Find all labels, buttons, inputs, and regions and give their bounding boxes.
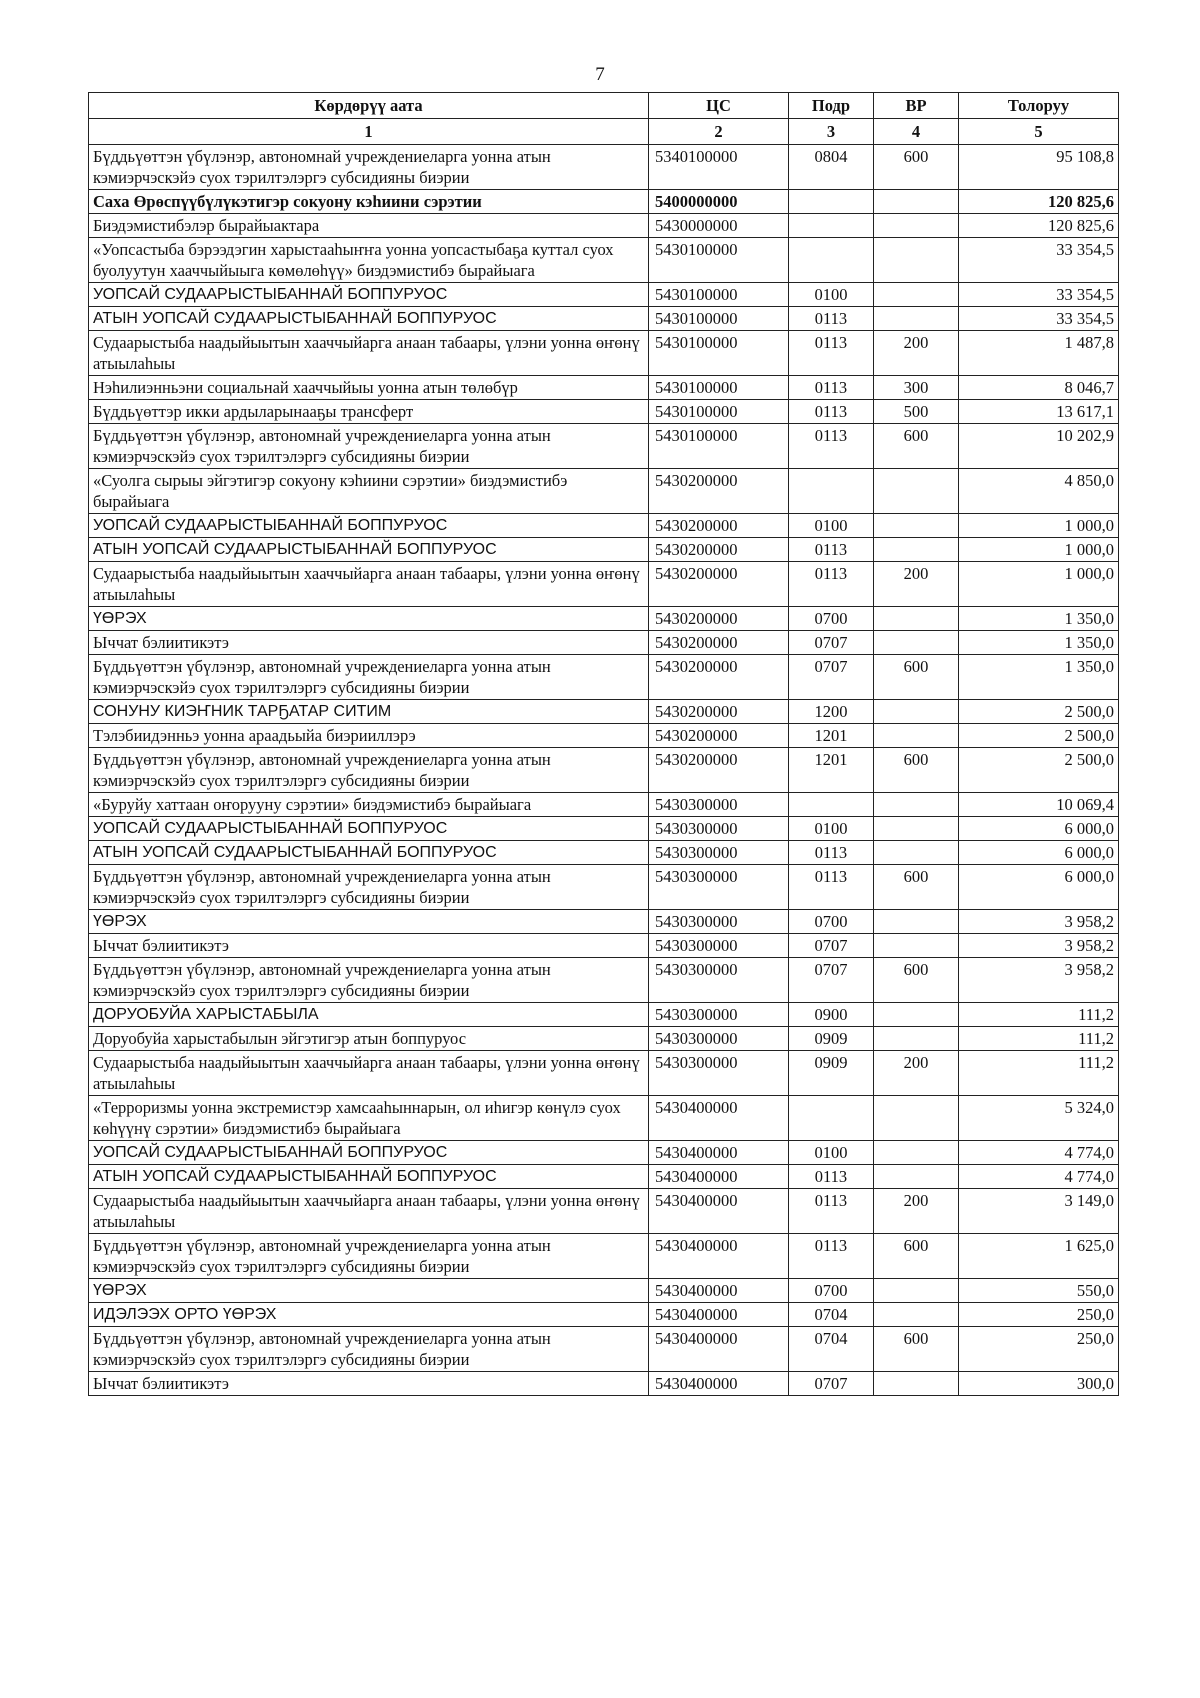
row-name-cell: Судаарыстыба наадыйыытын хааччыйарга анаан табаары, үлэни уонна өҥөнү атыылаһыы xyxy=(89,1189,649,1234)
row-name-cell: «Суолга сырыы эйгэтигэр сокуону кэһиини сэрэтии» биэдэмистибэ бырайыага xyxy=(89,469,649,514)
row-cs-cell: 5430100000 xyxy=(649,307,789,331)
row-cs-cell: 5430400000 xyxy=(649,1303,789,1327)
row-podr-cell: 0707 xyxy=(789,958,874,1003)
row-vr-cell xyxy=(874,817,959,841)
row-cs-cell: 5430300000 xyxy=(649,841,789,865)
row-vr-cell xyxy=(874,1141,959,1165)
row-name-cell: УОПСАЙ СУДААРЫСТЫБАННАЙ БОППУРУОС xyxy=(89,514,649,538)
header-cs: ЦС xyxy=(649,93,789,119)
row-vr-cell xyxy=(874,631,959,655)
row-vr-cell xyxy=(874,307,959,331)
row-name-cell: АТЫН УОПСАЙ СУДААРЫСТЫБАННАЙ БОППУРУОС xyxy=(89,841,649,865)
row-vr-cell: 600 xyxy=(874,1327,959,1372)
row-name-cell: ҮӨРЭХ xyxy=(89,607,649,631)
table-row xyxy=(89,631,1119,655)
row-cs-cell: 5430200000 xyxy=(649,700,789,724)
row-podr-cell: 0113 xyxy=(789,424,874,469)
row-cs-cell: 5430200000 xyxy=(649,562,789,607)
subheader-4: 4 xyxy=(874,119,959,145)
row-name-cell: Бүддьүөттэн үбүлэнэр, автономнай учреждениеларга уонна атын кэмиэрчэскэйэ суох тэрилтэлэргэ субсидияны биэрии xyxy=(89,145,649,190)
row-cs-cell: 5430200000 xyxy=(649,607,789,631)
row-podr-cell: 1201 xyxy=(789,748,874,793)
row-podr-cell: 0900 xyxy=(789,1003,874,1027)
row-sum-cell: 300,0 xyxy=(959,1372,1119,1396)
row-sum-cell: 10 202,9 xyxy=(959,424,1119,469)
row-podr-cell xyxy=(789,238,874,283)
row-name-cell: Бүддьүөттэр икки ардыларынааҕы трансферт xyxy=(89,400,649,424)
row-podr-cell: 0100 xyxy=(789,283,874,307)
row-sum-cell: 4 774,0 xyxy=(959,1141,1119,1165)
table-row xyxy=(89,283,1119,307)
table-row xyxy=(89,538,1119,562)
row-cs-cell: 5430100000 xyxy=(649,331,789,376)
row-podr-cell: 1201 xyxy=(789,724,874,748)
row-cs-cell: 5430400000 xyxy=(649,1327,789,1372)
table-row xyxy=(89,1303,1119,1327)
row-cs-cell: 5400000000 xyxy=(649,190,789,214)
row-vr-cell xyxy=(874,793,959,817)
table-row xyxy=(89,1372,1119,1396)
row-name-cell: УОПСАЙ СУДААРЫСТЫБАННАЙ БОППУРУОС xyxy=(89,817,649,841)
row-name-cell: Бүддьүөттэн үбүлэнэр, автономнай учреждениеларга уонна атын кэмиэрчэскэйэ суох тэрилтэлэргэ субсидияны биэрии xyxy=(89,1234,649,1279)
row-cs-cell: 5430200000 xyxy=(649,538,789,562)
row-vr-cell: 600 xyxy=(874,958,959,1003)
row-podr-cell: 0113 xyxy=(789,331,874,376)
row-podr-cell: 0100 xyxy=(789,514,874,538)
row-podr-cell: 0707 xyxy=(789,631,874,655)
row-cs-cell: 5430400000 xyxy=(649,1372,789,1396)
row-cs-cell: 5430300000 xyxy=(649,910,789,934)
row-podr-cell: 0700 xyxy=(789,910,874,934)
row-name-cell: Бүддьүөттэн үбүлэнэр, автономнай учреждениеларга уонна атын кэмиэрчэскэйэ суох тэрилтэлэргэ субсидияны биэрии xyxy=(89,958,649,1003)
row-name-cell: Судаарыстыба наадыйыытын хааччыйарга анаан табаары, үлэни уонна өҥөнү атыылаһыы xyxy=(89,331,649,376)
table-row xyxy=(89,514,1119,538)
header-row xyxy=(89,93,1119,119)
row-cs-cell: 5430400000 xyxy=(649,1165,789,1189)
row-cs-cell: 5430300000 xyxy=(649,1051,789,1096)
row-podr-cell: 1200 xyxy=(789,700,874,724)
table-row xyxy=(89,376,1119,400)
table-row xyxy=(89,238,1119,283)
table-row xyxy=(89,1279,1119,1303)
row-vr-cell: 300 xyxy=(874,376,959,400)
row-vr-cell: 600 xyxy=(874,424,959,469)
row-cs-cell: 5430300000 xyxy=(649,817,789,841)
table-row xyxy=(89,424,1119,469)
row-cs-cell: 5430100000 xyxy=(649,400,789,424)
row-vr-cell xyxy=(874,1003,959,1027)
row-vr-cell: 600 xyxy=(874,1234,959,1279)
row-sum-cell: 5 324,0 xyxy=(959,1096,1119,1141)
row-sum-cell: 1 350,0 xyxy=(959,607,1119,631)
row-sum-cell: 111,2 xyxy=(959,1027,1119,1051)
row-cs-cell: 5430200000 xyxy=(649,631,789,655)
row-name-cell: СОНУНУ КИЭҤНИК ТАРҔАТАР СИТИМ xyxy=(89,700,649,724)
row-vr-cell xyxy=(874,1027,959,1051)
row-podr-cell: 0700 xyxy=(789,607,874,631)
row-vr-cell: 500 xyxy=(874,400,959,424)
table-row xyxy=(89,190,1119,214)
row-sum-cell: 120 825,6 xyxy=(959,214,1119,238)
row-podr-cell: 0909 xyxy=(789,1027,874,1051)
row-podr-cell: 0113 xyxy=(789,1189,874,1234)
row-cs-cell: 5430100000 xyxy=(649,376,789,400)
row-sum-cell: 6 000,0 xyxy=(959,817,1119,841)
row-name-cell: Саха Өрөспүүбүлүкэтигэр сокуону кэһиини сэрэтии xyxy=(89,190,649,214)
row-vr-cell xyxy=(874,841,959,865)
row-name-cell: Судаарыстыба наадыйыытын хааччыйарга анаан табаары, үлэни уонна өҥөнү атыылаһыы xyxy=(89,562,649,607)
header-name: Көрдөрүү аата xyxy=(89,93,649,119)
row-vr-cell: 200 xyxy=(874,1189,959,1234)
table-row xyxy=(89,1327,1119,1372)
row-name-cell: Тэлэбиидэнньэ уонна араадьыйа биэрииллэрэ xyxy=(89,724,649,748)
row-podr-cell: 0704 xyxy=(789,1303,874,1327)
table-row xyxy=(89,331,1119,376)
row-cs-cell: 5430200000 xyxy=(649,514,789,538)
row-cs-cell: 5430200000 xyxy=(649,655,789,700)
row-name-cell: «Буруйу хаттаан оҥорууну сэрэтии» биэдэмистибэ бырайыага xyxy=(89,793,649,817)
row-vr-cell xyxy=(874,1372,959,1396)
row-podr-cell xyxy=(789,214,874,238)
row-podr-cell: 0113 xyxy=(789,1234,874,1279)
row-vr-cell: 200 xyxy=(874,562,959,607)
row-podr-cell: 0113 xyxy=(789,562,874,607)
row-cs-cell: 5430300000 xyxy=(649,1003,789,1027)
row-podr-cell: 0707 xyxy=(789,655,874,700)
row-name-cell: Бүддьүөттэн үбүлэнэр, автономнай учреждениеларга уонна атын кэмиэрчэскэйэ суох тэрилтэлэргэ субсидияны биэрии xyxy=(89,865,649,910)
row-cs-cell: 5430300000 xyxy=(649,793,789,817)
row-sum-cell: 13 617,1 xyxy=(959,400,1119,424)
table-row xyxy=(89,655,1119,700)
row-vr-cell: 600 xyxy=(874,748,959,793)
row-podr-cell xyxy=(789,1096,874,1141)
row-sum-cell: 550,0 xyxy=(959,1279,1119,1303)
header-podr: Подр xyxy=(789,93,874,119)
row-cs-cell: 5430200000 xyxy=(649,469,789,514)
row-cs-cell: 5430400000 xyxy=(649,1189,789,1234)
row-vr-cell: 600 xyxy=(874,655,959,700)
table-row xyxy=(89,607,1119,631)
table-row xyxy=(89,562,1119,607)
row-podr-cell: 0113 xyxy=(789,400,874,424)
row-cs-cell: 5340100000 xyxy=(649,145,789,190)
row-podr-cell: 0707 xyxy=(789,934,874,958)
row-name-cell: Биэдэмистибэлэр бырайыактара xyxy=(89,214,649,238)
row-sum-cell: 1 625,0 xyxy=(959,1234,1119,1279)
subheader-5: 5 xyxy=(959,119,1119,145)
row-sum-cell: 6 000,0 xyxy=(959,841,1119,865)
table-row xyxy=(89,1141,1119,1165)
row-name-cell: Бүддьүөттэн үбүлэнэр, автономнай учреждениеларга уонна атын кэмиэрчэскэйэ суох тэрилтэлэргэ субсидияны биэрии xyxy=(89,748,649,793)
row-sum-cell: 250,0 xyxy=(959,1327,1119,1372)
table-row xyxy=(89,214,1119,238)
row-sum-cell: 111,2 xyxy=(959,1003,1119,1027)
table-row xyxy=(89,958,1119,1003)
header-sum: Толоруу xyxy=(959,93,1119,119)
row-sum-cell: 3 149,0 xyxy=(959,1189,1119,1234)
subheader-1: 1 xyxy=(89,119,649,145)
row-vr-cell xyxy=(874,1165,959,1189)
row-vr-cell xyxy=(874,469,959,514)
table-row xyxy=(89,1165,1119,1189)
subheader-2: 2 xyxy=(649,119,789,145)
row-vr-cell xyxy=(874,910,959,934)
row-podr-cell: 0909 xyxy=(789,1051,874,1096)
row-vr-cell xyxy=(874,283,959,307)
row-podr-cell: 0700 xyxy=(789,1279,874,1303)
row-podr-cell xyxy=(789,793,874,817)
row-podr-cell: 0113 xyxy=(789,1165,874,1189)
row-sum-cell: 1 000,0 xyxy=(959,538,1119,562)
row-sum-cell: 1 350,0 xyxy=(959,631,1119,655)
row-sum-cell: 10 069,4 xyxy=(959,793,1119,817)
table-row xyxy=(89,700,1119,724)
row-podr-cell: 0100 xyxy=(789,817,874,841)
table-row xyxy=(89,1189,1119,1234)
row-vr-cell: 600 xyxy=(874,145,959,190)
row-vr-cell xyxy=(874,934,959,958)
table-row xyxy=(89,817,1119,841)
row-sum-cell: 4 850,0 xyxy=(959,469,1119,514)
row-name-cell: АТЫН УОПСАЙ СУДААРЫСТЫБАННАЙ БОППУРУОС xyxy=(89,538,649,562)
row-name-cell: Доруобуйа харыстабылын эйгэтигэр атын боппуруос xyxy=(89,1027,649,1051)
row-podr-cell: 0113 xyxy=(789,376,874,400)
row-name-cell: АТЫН УОПСАЙ СУДААРЫСТЫБАННАЙ БОППУРУОС xyxy=(89,307,649,331)
row-sum-cell: 3 958,2 xyxy=(959,958,1119,1003)
row-vr-cell xyxy=(874,190,959,214)
row-podr-cell: 0113 xyxy=(789,538,874,562)
row-cs-cell: 5430300000 xyxy=(649,934,789,958)
row-name-cell: ҮӨРЭХ xyxy=(89,1279,649,1303)
row-sum-cell: 6 000,0 xyxy=(959,865,1119,910)
row-cs-cell: 5430200000 xyxy=(649,724,789,748)
row-vr-cell xyxy=(874,607,959,631)
row-name-cell: Судаарыстыба наадыйыытын хааччыйарга анаан табаары, үлэни уонна өҥөнү атыылаһыы xyxy=(89,1051,649,1096)
row-vr-cell xyxy=(874,1279,959,1303)
table-row xyxy=(89,793,1119,817)
row-vr-cell xyxy=(874,1096,959,1141)
row-sum-cell: 1 000,0 xyxy=(959,562,1119,607)
row-cs-cell: 5430100000 xyxy=(649,238,789,283)
table-row xyxy=(89,307,1119,331)
row-podr-cell xyxy=(789,190,874,214)
row-sum-cell: 95 108,8 xyxy=(959,145,1119,190)
table-row xyxy=(89,1003,1119,1027)
table-row xyxy=(89,748,1119,793)
table-body xyxy=(89,145,1119,1396)
header-vr: ВР xyxy=(874,93,959,119)
row-sum-cell: 33 354,5 xyxy=(959,307,1119,331)
row-sum-cell: 2 500,0 xyxy=(959,724,1119,748)
row-sum-cell: 2 500,0 xyxy=(959,700,1119,724)
row-sum-cell: 111,2 xyxy=(959,1051,1119,1096)
row-name-cell: АТЫН УОПСАЙ СУДААРЫСТЫБАННАЙ БОППУРУОС xyxy=(89,1165,649,1189)
row-podr-cell: 0113 xyxy=(789,865,874,910)
row-sum-cell: 250,0 xyxy=(959,1303,1119,1327)
row-name-cell: ДОРУОБУЙА ХАРЫСТАБЫЛА xyxy=(89,1003,649,1027)
row-name-cell: Нэһилиэнньэни социальнай хааччыйыы уонна атын төлөбүр xyxy=(89,376,649,400)
row-vr-cell: 200 xyxy=(874,1051,959,1096)
table-row xyxy=(89,1027,1119,1051)
row-vr-cell xyxy=(874,1303,959,1327)
row-sum-cell: 33 354,5 xyxy=(959,283,1119,307)
row-name-cell: ИДЭЛЭЭХ ОРТО ҮӨРЭХ xyxy=(89,1303,649,1327)
row-name-cell: Бүддьүөттэн үбүлэнэр, автономнай учреждениеларга уонна атын кэмиэрчэскэйэ суох тэрилтэлэргэ субсидияны биэрии xyxy=(89,655,649,700)
row-vr-cell xyxy=(874,214,959,238)
row-podr-cell: 0113 xyxy=(789,307,874,331)
table-row xyxy=(89,1234,1119,1279)
table-row xyxy=(89,724,1119,748)
row-podr-cell: 0707 xyxy=(789,1372,874,1396)
row-vr-cell: 200 xyxy=(874,331,959,376)
row-cs-cell: 5430000000 xyxy=(649,214,789,238)
table-row xyxy=(89,934,1119,958)
row-cs-cell: 5430400000 xyxy=(649,1141,789,1165)
row-cs-cell: 5430400000 xyxy=(649,1279,789,1303)
row-cs-cell: 5430300000 xyxy=(649,1027,789,1051)
budget-table xyxy=(88,92,1119,1396)
row-podr-cell: 0100 xyxy=(789,1141,874,1165)
row-cs-cell: 5430100000 xyxy=(649,283,789,307)
row-podr-cell xyxy=(789,469,874,514)
row-sum-cell: 120 825,6 xyxy=(959,190,1119,214)
row-cs-cell: 5430400000 xyxy=(649,1234,789,1279)
row-cs-cell: 5430200000 xyxy=(649,748,789,793)
row-name-cell: УОПСАЙ СУДААРЫСТЫБАННАЙ БОППУРУОС xyxy=(89,1141,649,1165)
table-row xyxy=(89,841,1119,865)
row-sum-cell: 1 350,0 xyxy=(959,655,1119,700)
row-sum-cell: 2 500,0 xyxy=(959,748,1119,793)
table-row xyxy=(89,469,1119,514)
row-name-cell: Ыччат бэлиитикэтэ xyxy=(89,1372,649,1396)
row-name-cell: Бүддьүөттэн үбүлэнэр, автономнай учреждениеларга уонна атын кэмиэрчэскэйэ суох тэрилтэлэргэ субсидияны биэрии xyxy=(89,1327,649,1372)
row-vr-cell: 600 xyxy=(874,865,959,910)
row-podr-cell: 0113 xyxy=(789,841,874,865)
subheader-row xyxy=(89,119,1119,145)
row-name-cell: Ыччат бэлиитикэтэ xyxy=(89,934,649,958)
row-name-cell: УОПСАЙ СУДААРЫСТЫБАННАЙ БОППУРУОС xyxy=(89,283,649,307)
row-vr-cell xyxy=(874,514,959,538)
subheader-3: 3 xyxy=(789,119,874,145)
table-row xyxy=(89,1096,1119,1141)
row-vr-cell xyxy=(874,538,959,562)
row-name-cell: Бүддьүөттэн үбүлэнэр, автономнай учреждениеларга уонна атын кэмиэрчэскэйэ суох тэрилтэлэргэ субсидияны биэрии xyxy=(89,424,649,469)
row-cs-cell: 5430100000 xyxy=(649,424,789,469)
row-cs-cell: 5430300000 xyxy=(649,865,789,910)
row-sum-cell: 3 958,2 xyxy=(959,934,1119,958)
row-podr-cell: 0804 xyxy=(789,145,874,190)
table-row xyxy=(89,865,1119,910)
row-sum-cell: 1 000,0 xyxy=(959,514,1119,538)
row-vr-cell xyxy=(874,238,959,283)
table-row xyxy=(89,145,1119,190)
row-sum-cell: 4 774,0 xyxy=(959,1165,1119,1189)
row-name-cell: ҮӨРЭХ xyxy=(89,910,649,934)
row-sum-cell: 33 354,5 xyxy=(959,238,1119,283)
row-name-cell: «Уопсастыба бэрээдэгин харыстааһыҥҥа уонна уопсастыбаҕа куттал суох буолуутун хааччыйыыга көмөлөһүү» биэдэмистибэ бырайыага xyxy=(89,238,649,283)
row-cs-cell: 5430300000 xyxy=(649,958,789,1003)
row-cs-cell: 5430400000 xyxy=(649,1096,789,1141)
row-sum-cell: 3 958,2 xyxy=(959,910,1119,934)
table-header xyxy=(89,93,1119,145)
table-row xyxy=(89,400,1119,424)
page-number: 7 xyxy=(595,64,605,85)
row-name-cell: «Терроризмы уонна экстремистэр хамсааһыннарын, ол иһигэр көнүлэ суох көһүүнү сэрэтии» биэдэмистибэ бырайыага xyxy=(89,1096,649,1141)
row-podr-cell: 0704 xyxy=(789,1327,874,1372)
row-name-cell: Ыччат бэлиитикэтэ xyxy=(89,631,649,655)
table-row xyxy=(89,910,1119,934)
row-vr-cell xyxy=(874,724,959,748)
row-sum-cell: 8 046,7 xyxy=(959,376,1119,400)
row-vr-cell xyxy=(874,700,959,724)
table-row xyxy=(89,1051,1119,1096)
row-sum-cell: 1 487,8 xyxy=(959,331,1119,376)
